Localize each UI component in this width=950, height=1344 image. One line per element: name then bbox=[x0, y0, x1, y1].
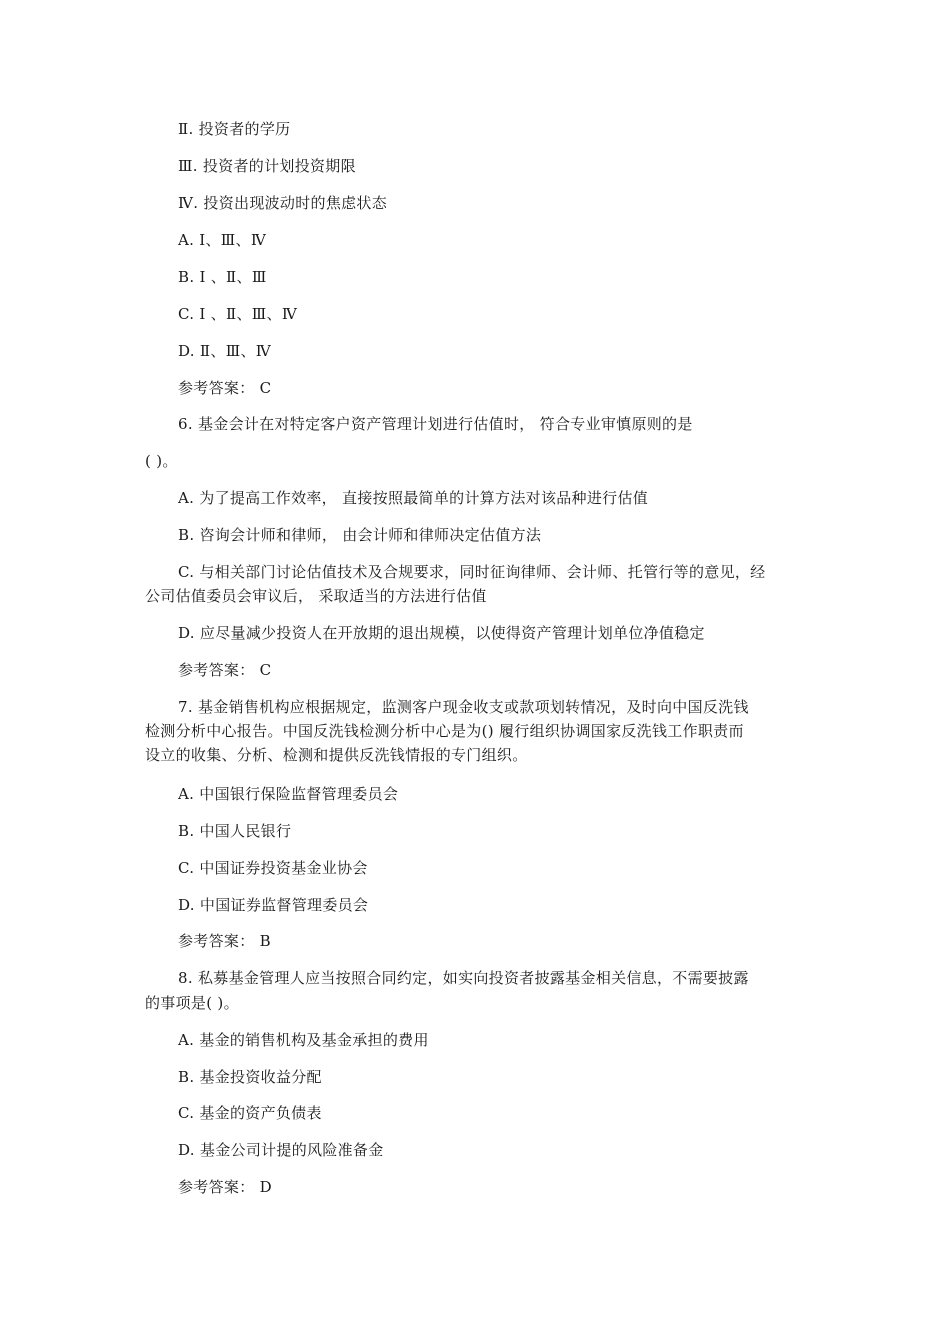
q5-option-b: B. Ⅰ 、Ⅱ、Ⅲ bbox=[178, 268, 267, 286]
q5-item-3: Ⅲ. 投资者的计划投资期限 bbox=[178, 157, 356, 175]
q7-option-c: C. 中国证券投资基金业协会 bbox=[178, 859, 368, 877]
q8-option-d: D. 基金公司计提的风险准备金 bbox=[178, 1141, 384, 1159]
q6-option-c-line2: 公司估值委员会审议后， 采取适当的方法进行估值 bbox=[145, 587, 487, 605]
q5-item-2: Ⅱ. 投资者的学历 bbox=[178, 120, 291, 138]
q5-option-d: D. Ⅱ、Ⅲ、Ⅳ bbox=[178, 342, 272, 360]
q6-option-a: A. 为了提高工作效率， 直接按照最简单的计算方法对该品种进行估值 bbox=[178, 489, 649, 507]
q7-stem-line3: 设立的收集、分析、检测和提供反洗钱情报的专门组织。 bbox=[145, 746, 528, 764]
q7-option-a: A. 中国银行保险监督管理委员会 bbox=[178, 785, 399, 803]
q6-option-d: D. 应尽量减少投资人在开放期的退出规模，以使得资产管理计划单位净值稳定 bbox=[178, 624, 705, 642]
q6-stem-line1: 6. 基金会计在对特定客户资产管理计划进行估值时， 符合专业审慎原则的是 bbox=[178, 415, 693, 433]
q7-option-b: B. 中国人民银行 bbox=[178, 822, 292, 840]
q6-stem-line2: ( )。 bbox=[145, 452, 178, 470]
q7-stem-line1: 7. 基金销售机构应根据规定，监测客户现金收支或款项划转情况，及时向中国反洗钱 bbox=[178, 698, 749, 716]
q8-answer: 参考答案： D bbox=[178, 1178, 272, 1196]
q7-stem-line2: 检测分析中心报告。中国反洗钱检测分析中心是为() 履行组织协调国家反洗钱工作职责而 bbox=[145, 722, 744, 740]
q6-option-c-line1: C. 与相关部门讨论估值技术及合规要求，同时征询律师、会计师、托管行等的意见，经 bbox=[178, 563, 766, 581]
q6-option-b: B. 咨询会计师和律师， 由会计师和律师决定估值方法 bbox=[178, 526, 542, 544]
q7-option-d: D. 中国证券监督管理委员会 bbox=[178, 896, 369, 914]
q5-item-4: Ⅳ. 投资出现波动时的焦虑状态 bbox=[178, 194, 388, 212]
q5-option-c: C. Ⅰ 、Ⅱ、Ⅲ、Ⅳ bbox=[178, 305, 298, 323]
q5-answer: 参考答案： C bbox=[178, 379, 272, 397]
q5-option-a: A. Ⅰ、Ⅲ、Ⅳ bbox=[178, 231, 267, 249]
q6-answer: 参考答案： C bbox=[178, 661, 272, 679]
q8-option-c: C. 基金的资产负债表 bbox=[178, 1104, 322, 1122]
q8-option-a: A. 基金的销售机构及基金承担的费用 bbox=[178, 1031, 429, 1049]
q8-stem-line1: 8. 私募基金管理人应当按照合同约定，如实向投资者披露基金相关信息，不需要披露 bbox=[178, 969, 749, 987]
q8-stem-line2: 的事项是( )。 bbox=[145, 994, 239, 1012]
q7-answer: 参考答案： B bbox=[178, 932, 271, 950]
q8-option-b: B. 基金投资收益分配 bbox=[178, 1068, 322, 1086]
